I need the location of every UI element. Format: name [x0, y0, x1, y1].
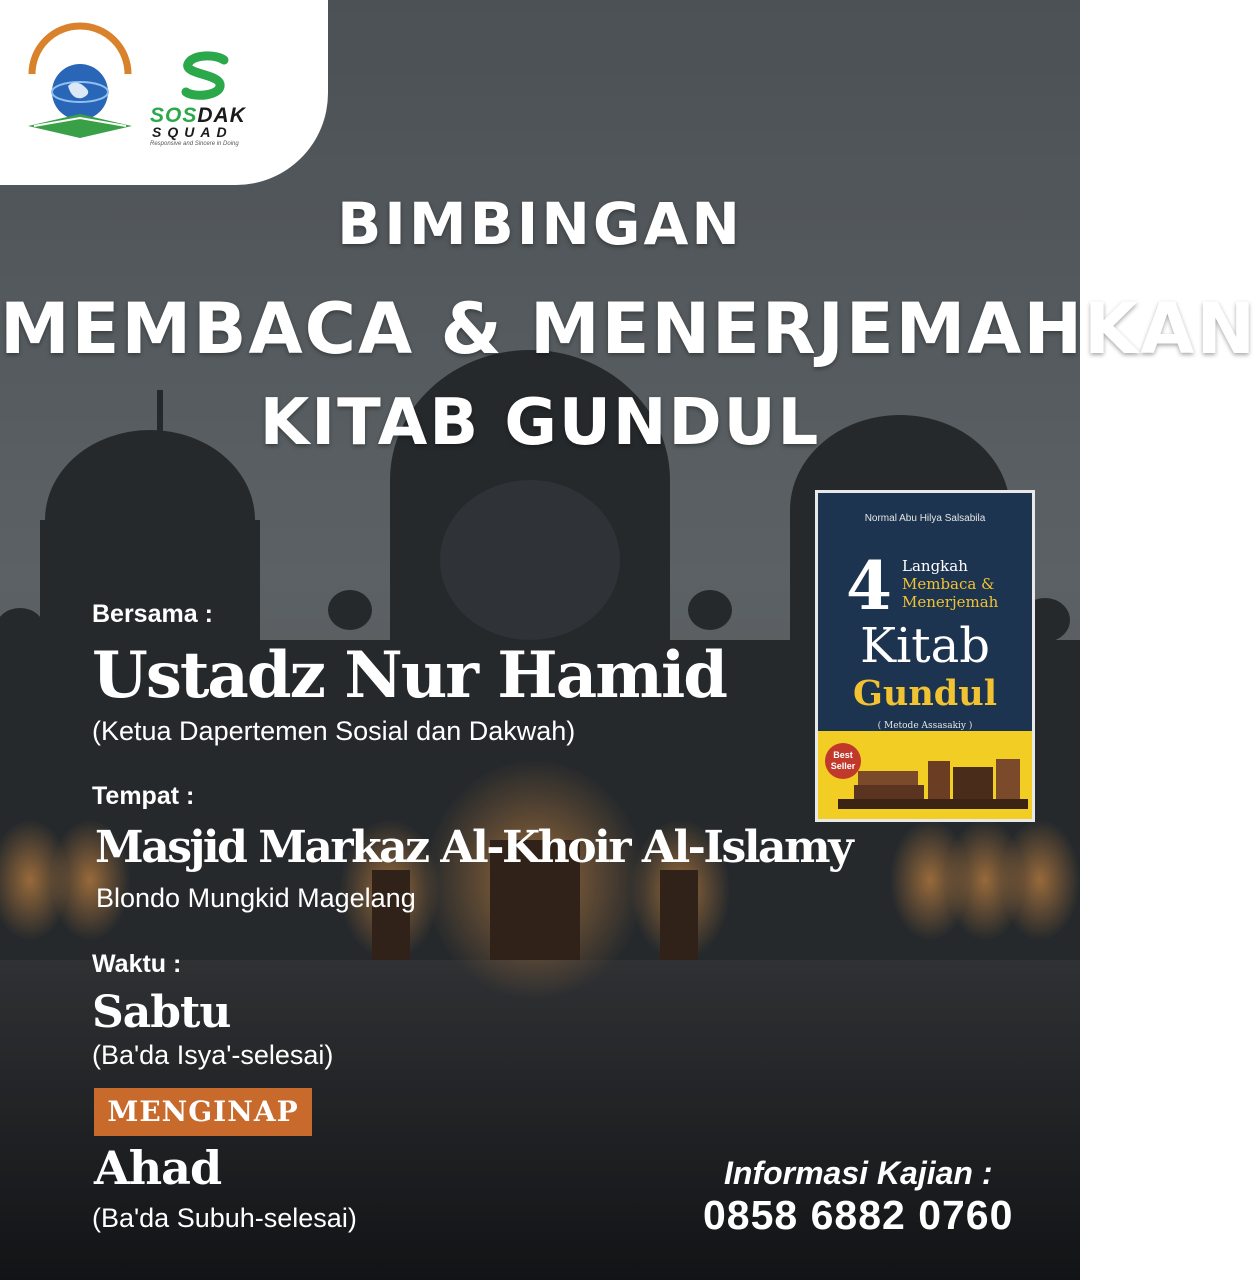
venue-label: Tempat : [92, 782, 195, 810]
speaker-role: (Ketua Dapertemen Sosial dan Dakwah) [92, 716, 576, 746]
sosdak-s-icon [176, 52, 236, 102]
al-furqan-logo-icon [24, 34, 136, 146]
day2: Ahad [94, 1141, 222, 1195]
day1-note: (Ba'da Isya'-selesai) [92, 1040, 334, 1070]
title-line-2: MEMBACA & MENERJEMAHKAN [0, 288, 1257, 370]
sosdak-squad-text: SQUAD [152, 124, 233, 140]
menginap-badge: MENGINAP [94, 1088, 312, 1136]
book-title-kitab: Kitab [860, 618, 990, 674]
book-cover [815, 490, 1035, 822]
sosdak-squad-logo [148, 52, 262, 152]
day1: Sabtu [92, 987, 231, 1038]
time-label: Waktu : [92, 950, 182, 978]
book-line-2: Membaca & [902, 575, 995, 593]
venue-name: Masjid Markaz Al-Khoir Al-Islamy [95, 822, 852, 873]
logo-panel [0, 0, 328, 185]
sosdak-wordmark: SOSDAK [150, 104, 246, 127]
info-phone: 0858 6882 0760 [703, 1192, 1014, 1238]
book-method: ( Metode Assasakiy ) [877, 721, 973, 731]
sosdak-tagline: Responsive and Sincere in Doing [150, 141, 239, 147]
speaker-label: Bersama : [92, 600, 213, 628]
book-line-1: Langkah [902, 557, 968, 575]
speaker-name: Ustadz Nur Hamid [92, 638, 726, 713]
best-seller-badge: Best Seller [825, 743, 861, 779]
book-author: Normal Abu Hilya Salsabila [864, 513, 986, 524]
day2-note: (Ba'da Subuh-selesai) [92, 1203, 357, 1233]
title-line-1: BIMBINGAN [337, 190, 743, 258]
venue-address: Blondo Mungkid Magelang [96, 883, 416, 913]
book-title-gundul: Gundul [853, 673, 997, 714]
title-line-3: KITAB GUNDUL [259, 386, 821, 460]
book-number: 4 [846, 547, 892, 625]
book-line-3: Menerjemah [902, 593, 999, 611]
info-label: Informasi Kajian : [724, 1155, 993, 1191]
